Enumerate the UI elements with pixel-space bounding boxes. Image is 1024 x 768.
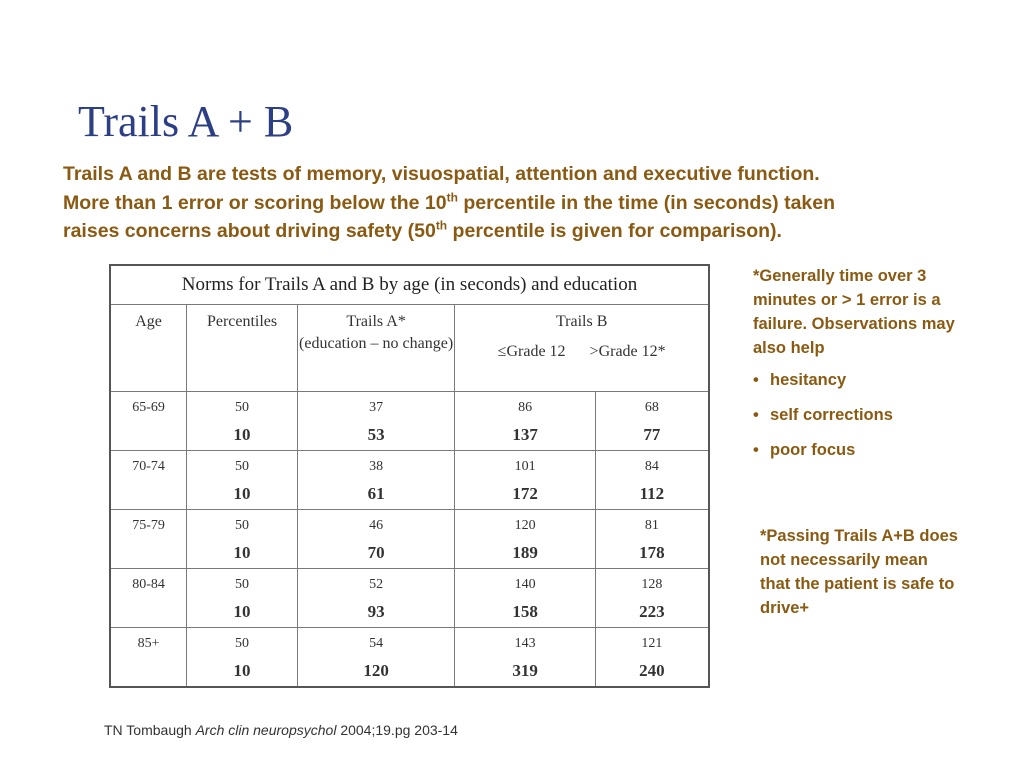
trails-a-cell-50th: 54 (369, 636, 384, 651)
trails-a-cell (297, 628, 454, 688)
header-trails-a-note: (education – no change) (299, 335, 454, 352)
intro-paragraph (63, 160, 983, 246)
observation-item (753, 438, 983, 462)
trails-b-le12-cell-50th: 101 (514, 459, 536, 474)
age-range: 65-69 (132, 400, 165, 415)
observation-label: hesitancy (770, 371, 847, 389)
table-row (110, 392, 709, 451)
intro-line-2-sup: th (446, 190, 458, 204)
header-percentiles: Percentiles (187, 305, 298, 392)
observation-item (753, 368, 983, 392)
percentile-cell-50th: 50 (235, 518, 250, 533)
age-cell (110, 392, 187, 451)
trails-b-le12-cell (455, 451, 596, 510)
trails-b-gt12-cell-50th: 128 (641, 577, 663, 592)
trails-a-cell-10th: 53 (367, 425, 385, 444)
header-trails-a-label: Trails A* (346, 313, 406, 330)
trails-a-cell-50th: 52 (369, 577, 384, 592)
header-trails-a (297, 305, 454, 392)
citation-details: 2004;19.pg 203-14 (336, 722, 458, 738)
trails-b-le12-cell-50th: 143 (514, 636, 536, 651)
bullet-dot-icon: • (753, 406, 759, 424)
header-grade-le12: ≤Grade 12 (497, 343, 566, 360)
failure-note-text: *Generally time over 3 minutes or > 1 error is a failure. Observations may also help (753, 267, 955, 357)
percentile-cell (187, 628, 298, 688)
age-range: 70-74 (132, 459, 165, 474)
header-grade-gt12: >Grade 12* (589, 343, 666, 360)
header-grade-row (455, 341, 708, 363)
failure-note (753, 264, 983, 473)
trails-b-gt12-cell-10th: 112 (639, 484, 665, 503)
trails-b-le12-cell (455, 628, 596, 688)
age-range: 80-84 (132, 577, 165, 592)
percentile-cell (187, 392, 298, 451)
percentile-cell-10th: 10 (233, 425, 251, 444)
trails-a-cell (297, 569, 454, 628)
trails-b-gt12-cell-50th: 81 (644, 518, 659, 533)
intro-line-3-sup: th (435, 218, 448, 233)
trails-b-le12-cell-10th: 189 (512, 543, 538, 562)
trails-b-gt12-cell-10th: 77 (643, 425, 661, 444)
age-range: 75-79 (132, 518, 165, 533)
trails-b-gt12-cell-10th: 178 (639, 543, 665, 562)
table-row (110, 451, 709, 510)
citation (104, 722, 458, 738)
age-cell (110, 569, 187, 628)
trails-a-cell-10th: 70 (367, 543, 385, 562)
trails-b-le12-cell (455, 510, 596, 569)
trails-a-cell-10th: 61 (367, 484, 385, 503)
trails-a-cell-50th: 37 (369, 400, 384, 415)
trails-b-gt12-cell (595, 451, 709, 510)
percentile-cell (187, 510, 298, 569)
age-cell (110, 451, 187, 510)
slide-title: Trails A + B (78, 97, 294, 146)
trails-a-cell-50th: 38 (369, 459, 384, 474)
trails-a-cell-10th: 93 (367, 602, 385, 621)
trails-b-gt12-cell-50th: 68 (644, 400, 659, 415)
percentile-cell-50th: 50 (235, 400, 250, 415)
observation-list (753, 368, 983, 462)
bullet-dot-icon: • (753, 441, 759, 459)
norms-table (109, 264, 710, 688)
intro-line-3 (63, 217, 983, 246)
trails-a-cell (297, 451, 454, 510)
trails-b-le12-cell (455, 392, 596, 451)
age-range: 85+ (137, 636, 160, 651)
trails-b-le12-cell-10th: 158 (512, 602, 538, 621)
trails-b-gt12-cell (595, 628, 709, 688)
trails-b-gt12-cell-10th: 240 (639, 661, 665, 680)
trails-b-le12-cell-50th: 120 (514, 518, 536, 533)
intro-line-2 (63, 189, 983, 218)
header-trails-b (455, 305, 709, 392)
percentile-cell (187, 451, 298, 510)
intro-line-2-end: percentile in the time (in seconds) taken (457, 191, 836, 214)
observation-label: poor focus (770, 441, 856, 459)
table-row (110, 628, 709, 688)
trails-b-le12-cell-50th: 140 (514, 577, 536, 592)
percentile-cell-10th: 10 (233, 484, 251, 503)
header-age: Age (110, 305, 187, 392)
percentile-cell-10th: 10 (233, 602, 251, 621)
trails-b-le12-cell-50th: 86 (518, 400, 533, 415)
percentile-cell-50th: 50 (235, 577, 250, 592)
age-cell (110, 510, 187, 569)
trails-b-gt12-cell (595, 569, 709, 628)
bullet-dot-icon: • (753, 371, 759, 389)
trails-a-cell (297, 392, 454, 451)
percentile-cell-10th: 10 (233, 543, 251, 562)
table-row (110, 510, 709, 569)
table-body (110, 392, 709, 688)
intro-line-1: Trails A and B are tests of memory, visuospatial, attention and executive function. (63, 163, 820, 185)
observation-label: self corrections (770, 406, 893, 424)
trails-b-le12-cell-10th: 137 (512, 425, 538, 444)
trails-a-cell-10th: 120 (363, 661, 389, 680)
trails-b-gt12-cell-10th: 223 (639, 602, 665, 621)
trails-b-gt12-cell (595, 510, 709, 569)
trails-b-gt12-cell-50th: 121 (641, 636, 663, 651)
trails-a-cell-50th: 46 (369, 518, 384, 533)
header-trails-b-label: Trails B (555, 313, 608, 330)
citation-author: TN Tombaugh (104, 722, 196, 738)
trails-b-gt12-cell-50th: 84 (644, 459, 659, 474)
citation-journal: Arch clin neuropsychol (195, 722, 337, 738)
percentile-cell (187, 569, 298, 628)
intro-line-3-end: percentile is given for comparison). (447, 220, 782, 242)
table-row (110, 569, 709, 628)
intro-line-3-start: raises concerns about driving safety (50 (63, 220, 436, 242)
trails-b-le12-cell-10th: 172 (512, 484, 538, 503)
trails-a-cell (297, 510, 454, 569)
percentile-cell-50th: 50 (235, 459, 250, 474)
age-cell (110, 628, 187, 688)
trails-b-le12-cell (455, 569, 596, 628)
percentile-cell-10th: 10 (233, 661, 251, 680)
observation-item (753, 403, 983, 427)
passing-note: *Passing Trails A+B does not necessarily mean that the patient is safe to drive+ (760, 527, 958, 617)
trails-b-gt12-cell (595, 392, 709, 451)
table-caption: Norms for Trails A and B by age (in seconds) and education (110, 265, 709, 305)
trails-b-le12-cell-10th: 319 (512, 661, 538, 680)
percentile-cell-50th: 50 (235, 636, 250, 651)
intro-line-2-start: More than 1 error or scoring below the 10 (63, 191, 447, 214)
